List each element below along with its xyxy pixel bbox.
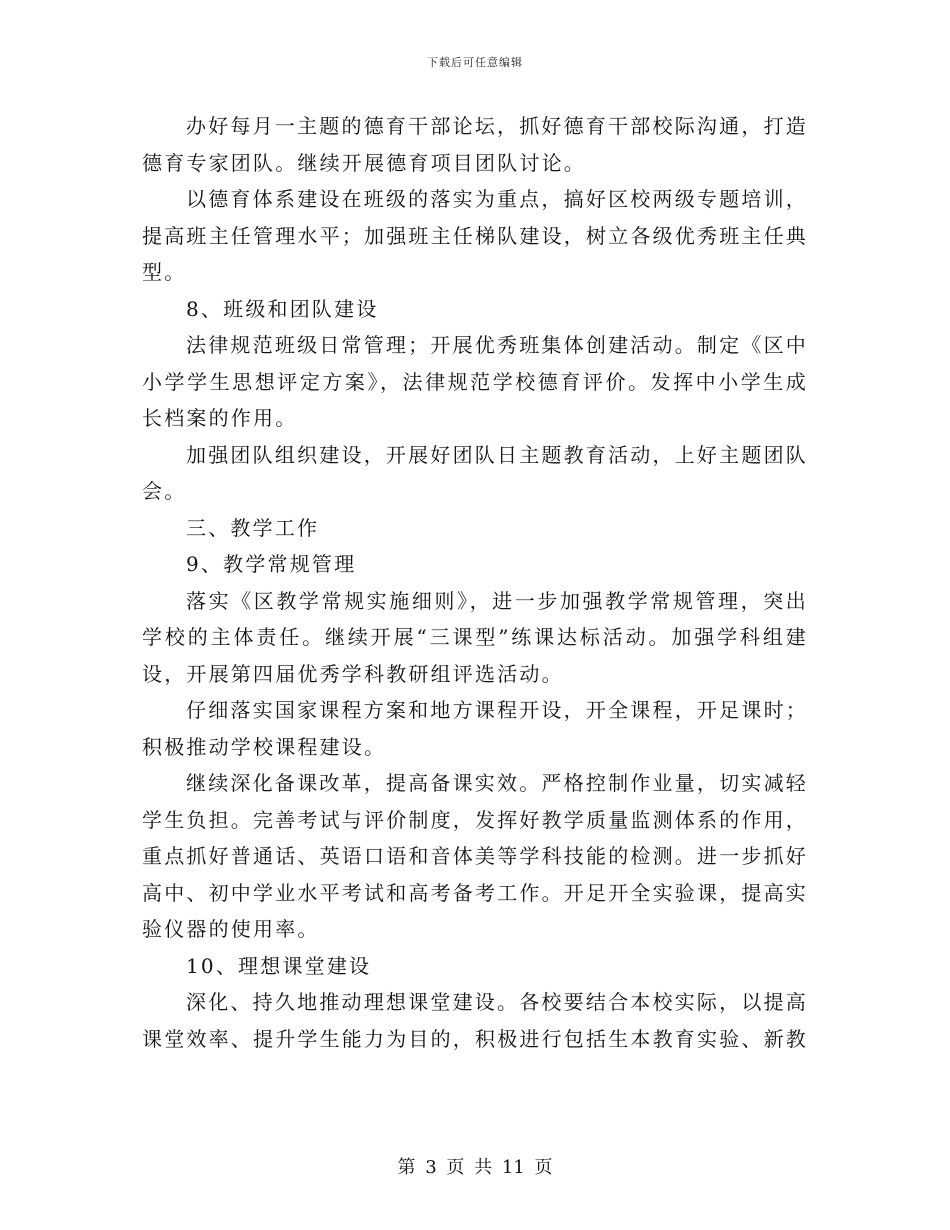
paragraph: 以德育体系建设在班级的落实为重点，搞好区校两级专题培训，提高班主任管理水平；加强班主任梯队建设，树立各级优秀班主任典型。 bbox=[142, 187, 808, 284]
document-body bbox=[142, 108, 808, 1057]
paragraph: 落实《区教学常规实施细则》，进一步加强教学常规管理，突出学校的主体责任。继续开展“三课型”练课达标活动。加强学科组建设，开展第四届优秀学科教研组评选活动。 bbox=[142, 588, 808, 686]
paragraph: 加强团队组织建设，开展好团队日主题教育活动，上好主题团队会。 bbox=[142, 442, 808, 503]
section-heading: 10、理想课堂建设 bbox=[186, 953, 372, 978]
page-header-note: 下载后可任意编辑 bbox=[427, 56, 523, 69]
paragraph: 深化、持久地推动理想课堂建设。各校要结合本校实际，以提高课堂效率、提升学生能力为目的，积极进行包括生本教育实验、新教 bbox=[142, 990, 808, 1051]
page-number-footer: 第 3 页 共 11 页 bbox=[397, 1157, 553, 1178]
paragraph: 继续深化备课改革，提高备课实效。严格控制作业量，切实减轻学生负担。完善考试与评价制度，发挥好教学质量监测体系的作用，重点抓好普通话、英语口语和音体美等学科技能的检测。进一步抓好高中、初中学业水平考试和高考备考工作。开足开全实验课，提高实验仪器的使用率。 bbox=[142, 771, 808, 941]
section-heading: 8、班级和团队建设 bbox=[186, 296, 379, 321]
paragraph: 法律规范班级日常管理；开展优秀班集体创建活动。制定《区中小学学生思想评定方案》，法律规范学校德育评价。发挥中小学生成长档案的作用。 bbox=[142, 333, 808, 430]
paragraph: 办好每月一主题的德育干部论坛，抓好德育干部校际沟通，打造德育专家团队。继续开展德育项目团队讨论。 bbox=[142, 114, 808, 175]
paragraph: 仔细落实国家课程方案和地方课程开设，开全课程，开足课时；积极推动学校课程建设。 bbox=[142, 698, 808, 759]
section-heading: 三、教学工作 bbox=[186, 515, 320, 540]
section-heading: 9、教学常规管理 bbox=[186, 552, 357, 576]
